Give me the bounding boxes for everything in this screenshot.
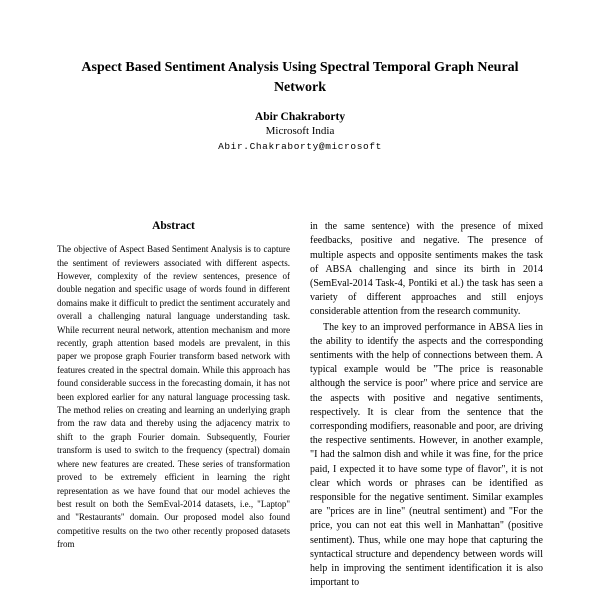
intro-paragraph-2: The key to an improved performance in ABSA lies in the ability to identify the aspects and the corresponding sentiments with the help of connections between them. A typical example would be "The price is reasonable although the service is poor" where price and service are the aspects with positive and negative sentiments, respectively. It is clear from the sentence that the corresponding modifiers, reasonable and poor, are driving the respective sentiments. However, in another example, "I had the salmon dish and while it was fine, for the price paid, I expected it to have some type of flavor", it is not clear which words or phrases can be identified as responsible for the negative sentiment. Similar examples are "prices are in line" (neutral sentiment) and "For the price, you can not eat this well in Manhattan" (positive sentiment). Thus, while one may hope that capturing the syntactical structure and dependency between words will help in improving the sentiment identification it is also important to — [310, 321, 543, 589]
right-column — [310, 220, 543, 590]
author-block — [57, 111, 543, 152]
two-column-layout — [57, 220, 543, 590]
author-email: Abir.Chakraborty@microsoft — [218, 141, 382, 153]
author-affiliation: Microsoft India — [265, 125, 335, 138]
author-name: Abir Chakraborty — [254, 111, 346, 124]
intro-paragraph-1: in the same sentence) with the presence of mixed feedbacks, positive and negative. The presence of multiple aspects and opposite sentiments makes the task of ABSA challenging and since its birth in 2014 (SemEval-2014 Task-4, Pontiki et al.) the task has seen a variety of different approaches and still enjoys considerable attention from the research community. — [310, 221, 543, 318]
abstract-text: The objective of Aspect Based Sentiment Analysis is to capture the sentiment of reviewers associated with different aspects. However, complexity of the review sentences, presence of double negation and specific usage of words found in different domains make it difficult to predict the sentiment accurately and overall a challenging natural language understanding task. While recurrent neural network, attention mechanism and more recently, graph attention based models are prevalent, in this paper we propose graph Fourier transform based network with features created in the spectral domain. While this approach has found considerable success in the forecasting domain, it has not been explored earlier for any natural language processing task. The method relies on creating and learning an underlying graph from the raw data and thereby using the adjacency matrix to shift to the graph Fourier domain. Subsequently, Fourier transform is used to switch to the frequency (spectral) domain where new features are created. These series of transformation proved to be extremely efficient in learning the right representation as we have found that our model achieves the best result on both the SemEval-2014 datasets, i.e., "Laptop" and "Restaurants" domain. Our proposed model also found competitive results on the two other recently proposed datasets from — [57, 244, 290, 550]
paper-title: Aspect Based Sentiment Analysis Using Spectral Temporal Graph Neural Network — [81, 60, 519, 95]
left-column — [57, 220, 290, 590]
abstract-heading: Abstract — [152, 220, 195, 233]
